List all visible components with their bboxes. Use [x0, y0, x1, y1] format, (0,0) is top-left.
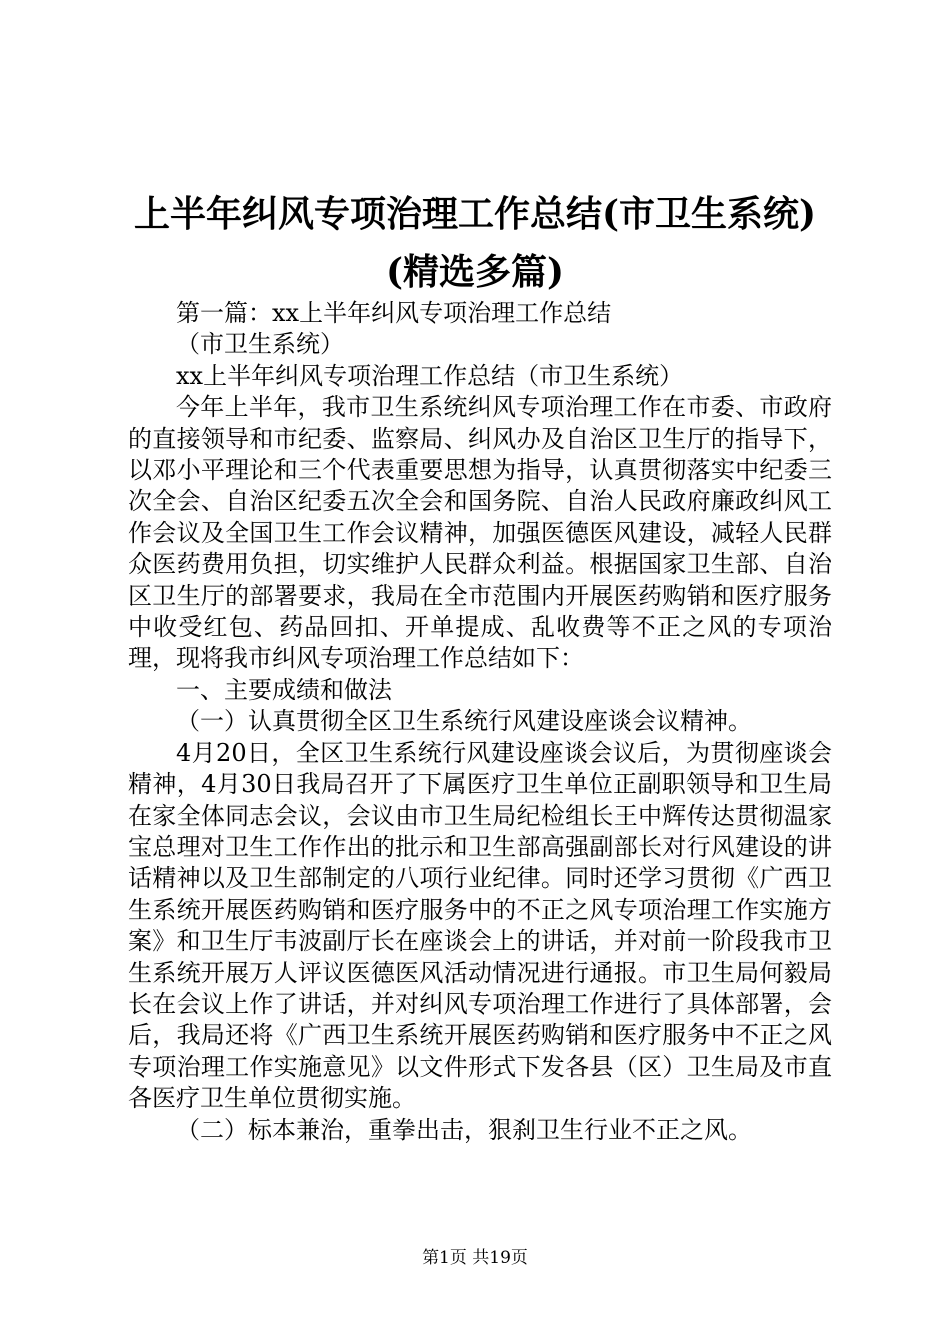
document-title-line-1: 上半年纠风专项治理工作总结(市卫生系统)	[133, 193, 817, 235]
heading-sub-one: （一）认真贯彻全区卫生系统行风建设座谈会议精神。	[176, 707, 752, 736]
section-heading-first-cont: （市卫生系统）	[176, 330, 344, 359]
heading-main-results: 一、主要成绩和做法	[176, 675, 392, 704]
heading-sub-two: （二）标本兼治，重拳出击，狠刹卫生行业不正之风。	[176, 1115, 752, 1144]
paragraph-intro: 今年上半年，我市卫生系统纠风专项治理工作在市委、市政府的直接领导和市纪委、监察局、纠风办及自治区卫生厅的指导下，以邓小平理论和三个代表重要思想为指导，认真贯彻落实中纪委三次全会、自治区纪委五次全会和国务院、自治人民政府廉政纠风工作会议及全国卫生工作会议精神，加强医德医风建设，减轻人民群众医药费用负担，切实维护人民群众利益。根据国家卫生部、自治区卫生厅的部署要求，我局在全市范围内开展医药购销和医疗服务中收受红包、药品回扣、开单提成、乱收费等不正之风的专项治理，现将我市纠风专项治理工作总结如下：	[128, 393, 832, 673]
subtitle-line: xx上半年纠风专项治理工作总结（市卫生系统）	[176, 361, 684, 390]
paragraph-meeting: 4月20日，全区卫生系统行风建设座谈会议后，为贯彻座谈会精神，4月30日我局召开了下属医疗卫生单位正副职领导和卫生局在家全体同志会议，会议由市卫生局纪检组长王中辉传达贯彻温家宝总理对卫生工作作出的批示和卫生部高强副部长对行风建设的讲话精神以及卫生部制定的八项行业纪律。同时还学习贯彻《广西卫生系统开展医药购销和医疗服务中的不正之风专项治理工作实施方案》和卫生厅韦波副厅长在座谈会上的讲话，并对前一阶段我市卫生系统开展万人评议医德医风活动情况进行通报。市卫生局何毅局长在会议上作了讲话，并对纠风专项治理工作进行了具体部署，会后，我局还将《广西卫生系统开展医药购销和医疗服务中不正之风专项治理工作实施意见》以文件形式下发各县（区）卫生局及市直各医疗卫生单位贯彻实施。	[128, 738, 832, 1113]
document-title-line-2: (精选多篇)	[385, 251, 565, 293]
document-body	[128, 298, 832, 1146]
page-number-footer: 第1页 共19页	[422, 1248, 528, 1268]
section-heading-first: 第一篇：xx上半年纠风专项治理工作总结	[176, 299, 612, 327]
